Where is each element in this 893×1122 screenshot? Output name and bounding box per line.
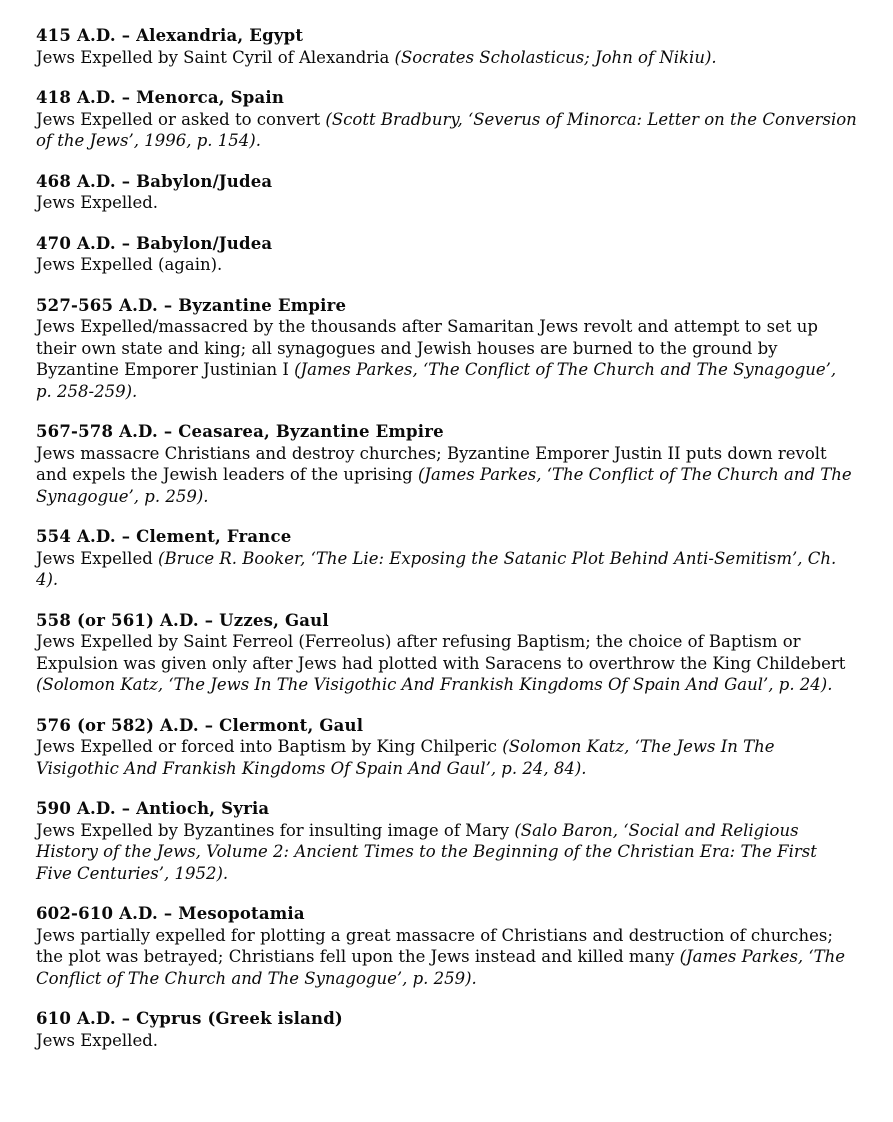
- entry-text: Jews Expelled by Saint Ferreol (Ferreolus) after refusing Baptism; the choice of Baptism or Expulsion was given only after Jews had plotted with Saracens to overthrow the King Childebert: [36, 632, 846, 673]
- entry-text: Jews massacre Christians and destroy churches; Byzantine Emporer Justin II puts down revolt and expels the Jewish leaders of the uprising: [36, 443, 827, 484]
- timeline-entry: [36, 715, 857, 780]
- entry-text: Jews Expelled or asked to convert: [36, 109, 326, 129]
- entry-citation: (James Parkes, ‘The Conflict of The Church and The Synagogue’, p. 259).: [36, 947, 846, 988]
- entry-body: [36, 820, 857, 885]
- entry-citation: (Solomon Katz, ‘The Jews In The Visigothic And Frankish Kingdoms Of Spain And Gaul’, p. 24).: [36, 675, 833, 694]
- entry-body: [36, 548, 857, 591]
- entry-heading: 554 A.D. – Clement, France: [36, 527, 292, 546]
- entry-text: Jews Expelled (again).: [36, 255, 223, 274]
- entry-citation: (Bruce R. Booker, ‘The Lie: Exposing the Satanic Plot Behind Anti-Semitism’, Ch. 4).: [36, 548, 837, 589]
- entry-heading: 527-565 A.D. – Byzantine Empire: [36, 295, 347, 315]
- timeline-entry: [36, 1008, 857, 1051]
- entry-heading: 610 A.D. – Cyprus (Greek island): [36, 1009, 343, 1028]
- entry-text: Jews Expelled by Byzantines for insulting image of Mary: [36, 820, 515, 840]
- entry-body: [36, 316, 857, 402]
- timeline-entry: [36, 903, 857, 989]
- entry-citation: (Salo Baron, ‘Social and Religious History of the Jews, Volume 2: Ancient Times to the Beginning of the Christian Era: The First Five Centuries’, 1952).: [36, 820, 817, 883]
- entry-body: [36, 925, 857, 990]
- entry-heading: 602-610 A.D. – Mesopotamia: [36, 904, 305, 923]
- entry-citation: (James Parkes, ‘The Conflict of The Church and The Synagogue’, p. 259).: [36, 465, 852, 506]
- entry-citation: (Solomon Katz, ‘The Jews In The Visigothic And Frankish Kingdoms Of Spain And Gaul’, p. 24, 84).: [36, 737, 775, 778]
- entry-text: Jews partially expelled for plotting a great massacre of Christians and destruction of churches; the plot was betrayed; Christians fell upon the Jews instead and killed many: [36, 925, 833, 966]
- entry-body: [36, 1030, 857, 1052]
- entry-text: Jews Expelled.: [36, 193, 159, 212]
- entry-text: Jews Expelled by Saint Cyril of Alexandria: [36, 47, 395, 67]
- entry-body: [36, 47, 857, 69]
- entry-heading: 468 A.D. – Babylon/Judea: [36, 171, 273, 191]
- entry-body: [36, 254, 857, 276]
- entry-heading: 590 A.D. – Antioch, Syria: [36, 799, 270, 818]
- timeline-entry: [36, 610, 857, 696]
- timeline-entry: [36, 526, 857, 591]
- entry-body: [36, 192, 857, 214]
- entry-body: [36, 631, 857, 696]
- entry-citation: (Socrates Scholasticus; John of Nikiu).: [394, 47, 717, 67]
- entry-heading: 470 A.D. – Babylon/Judea: [36, 233, 273, 253]
- entry-body: [36, 109, 857, 152]
- entry-text: Jews Expelled.: [36, 1030, 159, 1050]
- timeline-entry: [36, 798, 857, 884]
- entry-body: [36, 736, 857, 779]
- entry-heading: 558 (or 561) A.D. – Uzzes, Gaul: [36, 610, 329, 630]
- timeline-entry: [36, 421, 857, 507]
- entry-text: Jews Expelled/massacred by the thousands after Samaritan Jews revolt and attempt to set up their own state and king; all synagogues and Jewish houses are burned to the ground by Byzantine Emporer Justinian I: [36, 317, 818, 379]
- entry-heading: 415 A.D. – Alexandria, Egypt: [36, 26, 304, 45]
- timeline-entry: [36, 233, 857, 276]
- timeline-entry: [36, 295, 857, 403]
- timeline-entry: [36, 87, 857, 152]
- entry-citation: (James Parkes, ‘The Conflict of The Church and The Synagogue’, p. 258-259).: [36, 360, 837, 401]
- entry-body: [36, 443, 857, 508]
- entry-heading: 418 A.D. – Menorca, Spain: [36, 88, 285, 107]
- entry-citation: (Scott Bradbury, ‘Severus of Minorca: Letter on the Conversion of the Jews’, 1996, p. 154).: [36, 109, 857, 150]
- entry-heading: 576 (or 582) A.D. – Clermont, Gaul: [36, 715, 364, 735]
- timeline-entry: [36, 171, 857, 214]
- entry-text: Jews Expelled: [36, 548, 159, 568]
- timeline-entry: [36, 25, 857, 68]
- entry-text: Jews Expelled or forced into Baptism by King Chilperic: [36, 737, 503, 756]
- entry-heading: 567-578 A.D. – Ceasarea, Byzantine Empire: [36, 422, 444, 441]
